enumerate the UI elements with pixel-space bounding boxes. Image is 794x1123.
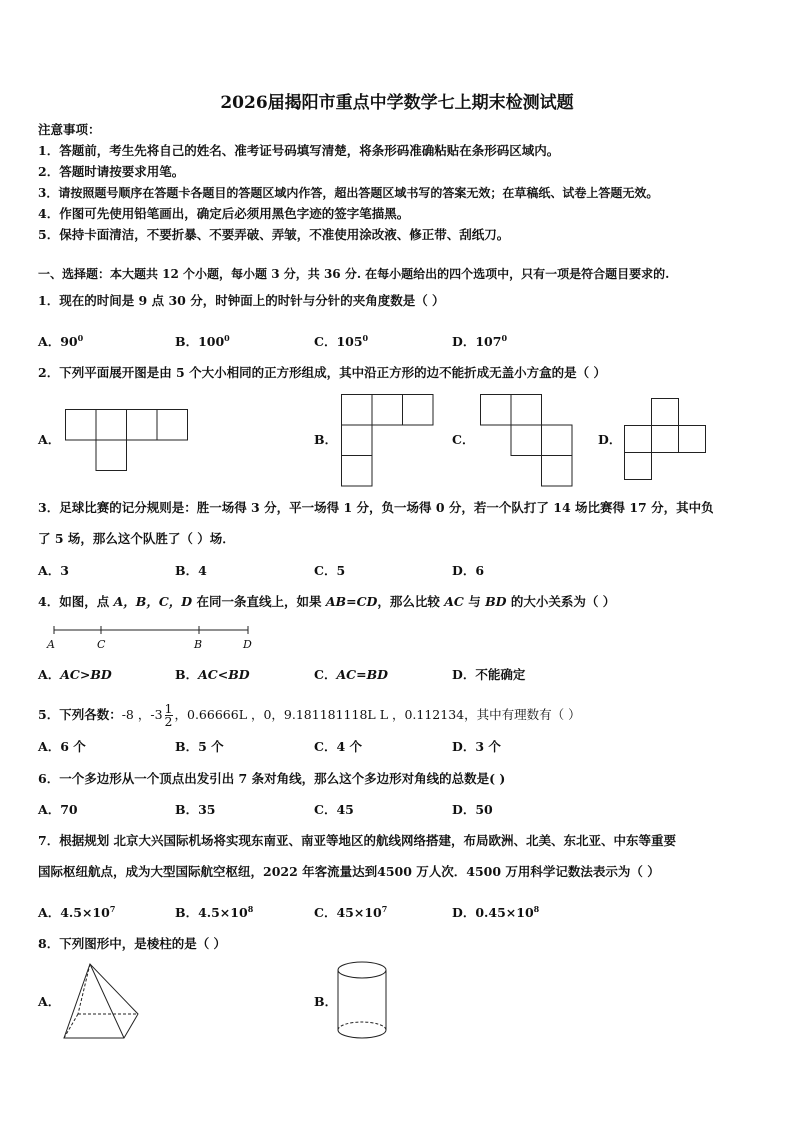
q4-point-c-label: C bbox=[97, 638, 106, 651]
q2-stem: 2．下列平面展开图是由 5 个大小相同的正方形组成，其中沿正方形的边不能折成无盖小方盒的是（ ） bbox=[38, 365, 606, 380]
q4-stem: 4．如图，点 A，B，C，D 在同一条直线上，如果 AB=CD，那么比较 AC 与 BD 的大小关系为（ ） bbox=[38, 594, 616, 609]
q1-option-c: C．$105^0$ bbox=[314, 333, 369, 350]
q2-option-c: C． bbox=[452, 432, 475, 447]
notice-item-2: 2．答题时请按要求用笔。 bbox=[38, 164, 185, 179]
q4-point-a-label: A bbox=[47, 638, 55, 651]
q8-option-a: A． bbox=[38, 994, 61, 1009]
notice-item-3: 3．请按照题号顺序在答题卡各题目的答题区域内作答，超出答题区域书写的答案无效；在草稿纸、试卷上答题无效。 bbox=[38, 186, 659, 200]
q4-option-c: C．AC=BD bbox=[314, 667, 388, 682]
notice-item-5: 5．保持卡面清洁，不要折暴、不要弄破、弄皱，不准使用涂改液、修正带、刮纸刀。 bbox=[38, 227, 510, 242]
q5-fraction-numerator: 1 bbox=[164, 701, 173, 716]
q7-stem-line1: 7．根据规划 北京大兴国际机场将实现东南亚、南亚等地区的航线网络搭建，布局欧洲、北美、东北亚、中东等重要 bbox=[38, 833, 677, 848]
q5-fraction-denominator: 2 bbox=[164, 714, 173, 729]
q5-stem: 5．下列各数：-8 ，-3 $\frac{1}{2}$ ，0.66666L ，0，9.181181118L L ，0.112134，其中有理数有（ ） bbox=[38, 701, 581, 729]
q6-option-d: D．50 bbox=[452, 802, 493, 817]
q4-option-b: B．AC<BD bbox=[175, 667, 250, 682]
q4-option-d: D．不能确定 bbox=[452, 667, 526, 682]
q2-option-a: A． bbox=[38, 432, 61, 447]
q4-line-figure bbox=[50, 624, 250, 652]
q6-option-a: A．70 bbox=[38, 802, 78, 817]
q4-point-d-label: D bbox=[243, 638, 252, 651]
q1-option-d: D．$107^0$ bbox=[452, 333, 508, 350]
q7-option-a: A．$4.5\times 10^7$ bbox=[38, 904, 116, 921]
q6-option-c: C．45 bbox=[314, 802, 354, 817]
q1-option-b: B．$100^0$ bbox=[175, 333, 230, 350]
q5-option-a: A．6 个 bbox=[38, 739, 86, 754]
q6-option-b: B．35 bbox=[175, 802, 216, 817]
notice-item-4: 4．作图可先使用铅笔画出，确定后必须用黑色字迹的签字笔描黑。 bbox=[38, 206, 410, 221]
q2-net-c bbox=[480, 394, 573, 487]
notice-item-1: 1．答题前，考生先将自己的姓名、准考证号码填写清楚，将条形码准确粘贴在条形码区域内。 bbox=[38, 143, 560, 158]
section-heading: 一、选择题：本大题共 12 个小题，每小题 3 分，共 36 分. 在每小题给出的四个选项中，只有一项是符合题目要求的. bbox=[38, 267, 670, 281]
q8-pyramid-figure bbox=[60, 962, 140, 1042]
q7-option-d: D．$0.45\times 10^8$ bbox=[452, 904, 540, 921]
q3-option-b: B．4 bbox=[175, 563, 207, 578]
q8-cylinder-figure bbox=[336, 960, 388, 1042]
q2-net-a bbox=[65, 409, 189, 471]
q3-stem-line1: 3．足球比赛的记分规则是：胜一场得 3 分，平一场得 1 分，负一场得 0 分，若一个队打了 14 场比赛得 17 分，其中负 bbox=[38, 500, 714, 515]
q8-option-b: B． bbox=[314, 994, 338, 1009]
q4-point-b-label: B bbox=[194, 638, 203, 651]
q2-option-d: D． bbox=[598, 432, 622, 447]
q3-option-d: D．6 bbox=[452, 563, 485, 578]
q8-stem: 8．下列图形中，是棱柱的是（ ） bbox=[38, 936, 227, 951]
page-title: 2026届揭阳市重点中学数学七上期末检测试题 bbox=[220, 93, 574, 113]
q5-option-c: C．4 个 bbox=[314, 739, 362, 754]
q7-option-b: B．$4.5\times 10^8$ bbox=[175, 904, 254, 921]
q2-net-b bbox=[341, 394, 434, 487]
q5-option-b: B．5 个 bbox=[175, 739, 224, 754]
q2-option-b: B． bbox=[314, 432, 338, 447]
q1-stem: 1．现在的时间是 9 点 30 分，时钟面上的时针与分针的夹角度数是（ ） bbox=[38, 293, 445, 308]
q4-option-a: A．AC>BD bbox=[38, 667, 112, 682]
q5-option-d: D．3 个 bbox=[452, 739, 501, 754]
q3-option-a: A．3 bbox=[38, 563, 69, 578]
q7-stem-line2: 国际枢纽航点，成为大型国际航空枢纽，2022 年客流量达到4500 万人次．4500 万用科学记数法表示为（ ） bbox=[38, 864, 660, 879]
q3-stem-line2: 了 5 场，那么这个队胜了（ ）场． bbox=[38, 531, 235, 546]
q1-option-a: A．$90^0$ bbox=[38, 333, 84, 350]
q2-net-d bbox=[624, 398, 706, 480]
q7-option-c: C．$45\times 10^7$ bbox=[314, 904, 388, 921]
notice-heading: 注意事项： bbox=[38, 122, 101, 137]
q6-stem: 6．一个多边形从一个顶点出发引出 7 条对角线，那么这个多边形对角线的总数是( ) bbox=[38, 771, 506, 786]
q3-option-c: C．5 bbox=[314, 563, 346, 578]
